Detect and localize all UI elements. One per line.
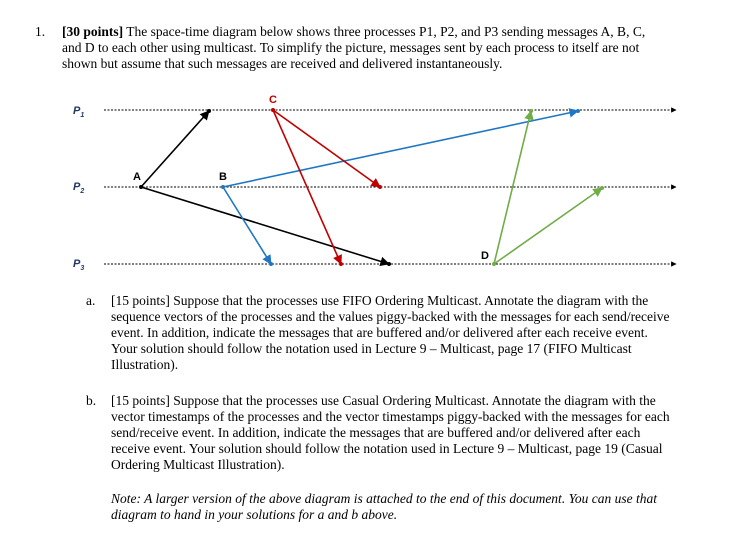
message-label-b: B — [219, 171, 227, 183]
message-label-c: C — [269, 94, 277, 106]
event-a-receive-p1 — [207, 109, 211, 113]
note-text: Note: A larger version of the above diagram is attached to the end of this document. You can use that diagram to hand in your solutions for a and b above. — [111, 491, 657, 522]
part-b-body: Suppose that the processes use Casual Ordering Multicast. Annotate the diagram with the vector timestamps of the processes and the vector timestamps piggy-backed with the messages for each send/receive event. In addition, indicate the messages that are buffered and/or delivered after each receive event. Your solution should follow the notation used in Lecture 9 – Multicast, page 19 (Casual Ordering Multicast Illustration). — [111, 393, 670, 472]
process-label-p3: $P_3$ — [73, 258, 85, 272]
event-b-receive-p3 — [269, 262, 273, 266]
part-a-letter: a. — [86, 293, 96, 308]
event-b-receive-p1 — [576, 109, 580, 113]
part-b-text — [111, 393, 671, 473]
process-label-p1: $P_1$ — [73, 105, 85, 119]
event-c-receive-p2 — [378, 185, 382, 189]
event-d-receive-p1 — [529, 109, 533, 113]
message-b-to-p1 — [223, 111, 578, 187]
message-label-d: D — [481, 250, 489, 262]
event-c-receive-p3 — [339, 262, 343, 266]
message-c-to-p2 — [273, 110, 380, 187]
question-body: The space-time diagram below shows three processes P1, P2, and P3 sending messages A, B, C, and D to each other using multicast. To simplify the picture, messages sent by each process to itself are not shown but assume that such messages are received and delivered instantaneously. — [62, 24, 646, 71]
event-a-receive-p3 — [387, 262, 391, 266]
event-d-send — [492, 262, 496, 266]
part-b-points: [15 points] — [111, 393, 170, 408]
part-a-points: [15 points] — [111, 293, 170, 308]
event-a-send — [139, 185, 143, 189]
part-a-body: Suppose that the processes use FIFO Ordering Multicast. Annotate the diagram with the sequence vectors of the processes and the values piggy-backed with the messages for each send/receive event. In addition, indicate the messages that are buffered and/or delivered after each receive event. Your solution should follow the notation used in Lecture 9 – Multicast, page 17 (FIFO Multicast Illustration). — [111, 293, 670, 372]
part-a-text — [111, 293, 671, 373]
message-label-a: A — [133, 171, 141, 183]
event-b-send — [221, 185, 225, 189]
question-points: [30 points] — [62, 24, 124, 39]
part-b-letter: b. — [86, 393, 97, 408]
question-number: 1. — [35, 24, 46, 39]
message-a-to-p3 — [141, 187, 389, 264]
message-a-to-p1 — [141, 111, 209, 187]
event-c-send — [271, 108, 275, 112]
event-d-receive-p2 — [600, 186, 604, 190]
process-label-p2: $P_2$ — [73, 181, 85, 195]
